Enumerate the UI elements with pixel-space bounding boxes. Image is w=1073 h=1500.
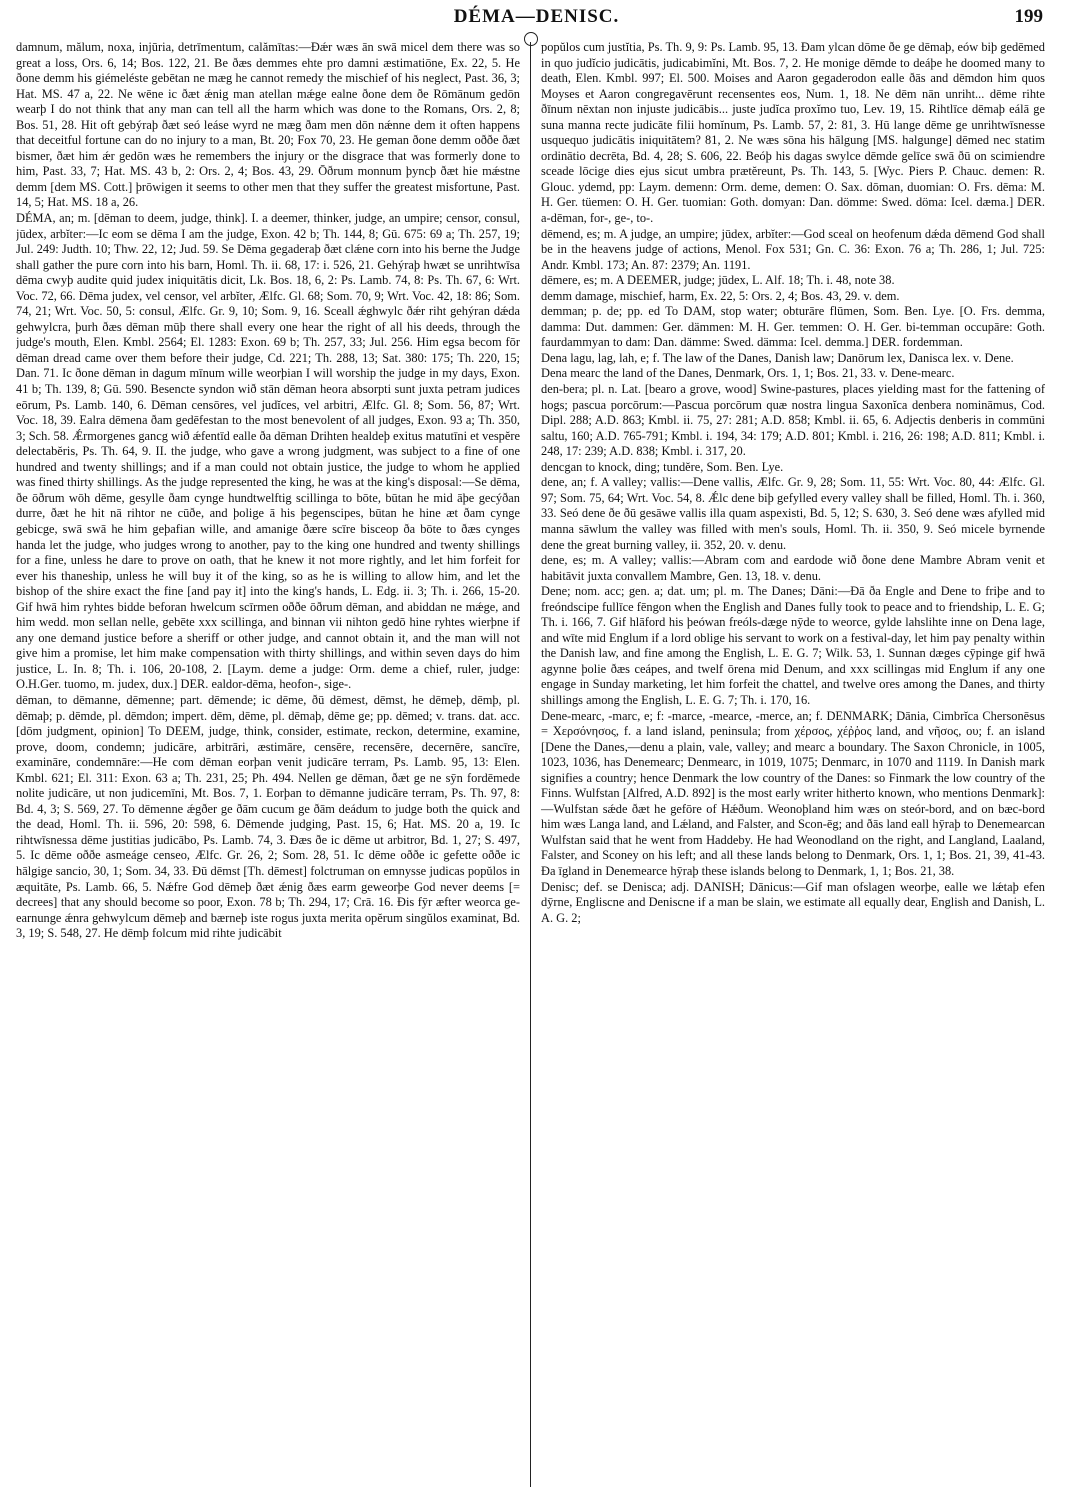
- entry-dem-continued: damnum, mălum, noxa, injūria, detrīmentum, calămītas:—Ðǽr wæs ān swā micel dem there was so great a loss, Ors. 6, 14; Bos. 122, 21. Be ðæs demmes ehte pro damni æstimatiōne, Ex. 22, 5. He ðone demm his giémeléste gebētan ne mæg he cannot remedy the mischief of his neglect, Past. 36, 3; Hat. MS. 47 a, 22. Ne wēne ic ðæt ǽnig man atellan mǽge ealne ðone dem ðe Rōmānum gedōn wearþ I do not think that any man can tell all the harm which was done to the Romans, Ors. 2, 8; Bos. 51, 28. Hit oft gebýraþ ðæt seó leáse wyrd ne mæg ðam men dōn nǽnne dem it often happens that deceitful fortune can do no injury to a man, Bt. 20; Fox 70, 23. He geman ðone demm oððe ðæt bismer, ðæt him ǽr gedōn wæs he remembers the injury or the disgrace that was formerly done to him, Past. 33, 7; Hat. MS. 43 b, 2: Ors. 2, 4; Bos. 43, 29. Ōðrum monnum þyncþ ðæt hie mǽstne demm [dem MS. Cott.] þrōwigen it seems to other men that they suffer the greatest misfortune, Past. 14, 5; Hat. MS. 18 a, 26.: [16, 40, 520, 210]
- left-column: [16, 40, 520, 1490]
- column-divider: [530, 42, 531, 1487]
- entry-demm: demm damage, mischief, harm, Ex. 22, 5: Ors. 2, 4; Bos. 43, 29. v. dem.: [541, 288, 900, 303]
- column-divider-ornament: [524, 32, 538, 46]
- entry-dene-an: dene, an; f. A valley; vallis:—Dene vallis, Ælfc. Gr. 9, 28; Som. 11, 55: Wrt. Voc. 80, 44: Ælfc. Gl. 97; Som. 75, 64; Wrt. Voc. 54, 8. Ǽlc dene biþ gefylled every valley shall be filled, Homl. Th. i. 360, 33. Seó dene ðe ðū gesāwe vallis illa quam aspexisti, Bd. 5, 12; S. 630, 3. Seó dene wæs afylled mid manna sāwlum the valley was filled with men's souls, Homl. Th. ii. 350, 9. Seó micele byrnende dene the great burning valley, ii. 352, 20. v. denu.: [541, 475, 1045, 552]
- running-title: DÉMA—DENISC.: [453, 6, 620, 27]
- page-header: [0, 6, 1073, 34]
- entry-dencgan: dencgan to knock, ding; tundĕre, Som. Ben. Lye.: [541, 459, 784, 474]
- right-column: [541, 40, 1045, 1490]
- entry-dena-lagu: Dena lagu, lag, lah, e; f. The law of the Danes, Danish law; Danōrum lex, Danisca lex. v. Dene.: [541, 350, 1014, 365]
- entry-denisc: Denisc; def. se Denisca; adj. DANISH; Dānicus:—Gif man ofslagen weorþe, ealle we lǽtaþ efen dȳrne, Engliscne and Deniscne if a man be slain, we estimate all equally dear, English and Danish, L. A. G. 2;: [541, 879, 1045, 925]
- entry-demman: demman; p. de; pp. ed To DAM, stop water; obturāre flūmen, Som. Ben. Lye. [O. Frs. demma, damma: Dut. dammen: Ger. dämmen: M. H. Ger. temmen: O. H. Ger. bi-temman occupāre: Goth. faurdammyan to dam: Dan. dämme: Swed. dämma: Icel. demma.] DER. fordemman.: [541, 304, 1045, 350]
- entry-deman-continued: popŭlos cum justĭtia, Ps. Th. 9, 9: Ps. Lamb. 95, 13. Ðam ylcan dōme ðe ge dēmaþ, eów biþ gedēmed in quo judĭcio judicātis, judicabimĭni, Mt. Bos. 7, 2. He monige dēmde to deáþe he doomed many to death, Elen. Kmbl. 997; El. 500. Moises and Aaron gegaderodon ealle ðās and dēmdon him quos Moyses et Aaron congregavērunt recensentes eos, Num. 1, 18. Ne dēm nān unriht... dēme rihte ðīnum nēxtan non injuste judicābis... juste judĭca proxĭmo tuo, Lev. 19, 15. Rihtlīce dēmaþ eálā ge suna manna recte judicāte filii homĭnum, Ps. Lamb. 57, 2: 81, 3. Hū lange dēme ge unrihtwīsnesse usquequo judicātis iniquitātem? 81, 2. Ne wæs sōna his hālgung [MS. halgunge] dēmed nec statim ordinātio decrēta, Bd. 4, 28; S. 606, 22. Beóþ his dagas swylce dēmde gelīce swā ðū on scimiendre sceade lōcige dies ejus sicut umbra prætĕreunt, Ps. Th. 143, 5. [Wyc. Piers P. Chauc. demen: R. Glouc. ydemd, pp: Laym. demenn: Orm. deme, demen: O. Sax. dōman, duomian: O. Frs. dēma: M. H. Ger. tüemen: O. H. Ger. tuomian: Goth. domyan: Dan. dömme: Swed. döma: Icel. dæma.] DER. a-dēman, for-, ge-, to-.: [541, 40, 1045, 226]
- entry-dena-mearc: Dena mearc the land of the Danes, Denmark, Ors. 1, 1; Bos. 21, 33. v. Dene-mearc.: [541, 366, 955, 381]
- entry-deman: dēman, to dēmanne, dēmenne; part. dēmende; ic dēme, ðū dēmest, dēmst, he dēmeþ, dēmþ, pl. dēmaþ; p. dēmde, pl. dēmdon; impert. dēm, dēme, pl. dēmaþ, dēme ge; pp. dēmed; v. trans. dat. acc. [dōm judgment, opinion] To DEEM, judge, think, consider, estimate, reckon, determine, examine, prove, doom, condemn; judicāre, arbitrāri, æstimāre, censēre, recensēre, decernēre, sancīre, examināre, condemnāre:—He com dēman eorþan venit judicāre terram, Ps. Lamb. 95, 13: Elen. Kmbl. 621; El. 311: Exon. 63 a; Th. 231, 25; Ph. 494. Nellen ge dēman, ðæt ge ne sȳn fordēmede nolite judicāre, ut non judicemīni, Mt. Bos. 7, 1. Eorþan to dēmanne judicāre terram, Ps. Th. 97, 8: Bd. 4, 3; S. 569, 27. To dēmenne ǽgðer ge ðām cucum ge ðām deádum to judge both the quick and the dead, Homl. Th. ii. 596, 20: 598, 6. Dēmende judging, Past. 15, 6; Hat. MS. 20 a, 19. Ic rihtwīsnessa dēme justitias judicābo, Ps. Lamb. 74, 3. Ðæs ðe ic dēme ut arbitror, Bd. 1, 27; S. 497, 5. Ic dēme oððe asmeáge censeo, Ælfc. Gr. 26, 2; Som. 28, 51. Ic dēme oððe ic gefette oððe ic hālgige sancio, 30, 1; Som. 34, 33. Ðū dēmst [Th. dēmest] folctruman on emnysse judicas popŭlos in æquitāte, Ps. Lamb. 66, 5. Nǽfre God dēmeþ ðæt ǽnig ðæs earm geweorþe God never deems [= decrees] that any should become so poor, Exon. 78 b; Th. 294, 17; Crā. 16. Ðis fȳr æfter weorca ge-earnunge ǽnra gehwylcum dēmeþ and bærneþ iste rogus juxta merita opĕrum singŭlos examinat, Bd. 3, 19; S. 548, 27. He dēmþ folcum mid rihte judicābit: [16, 692, 520, 941]
- entry-den-bera: den-bera; pl. n. Lat. [bearo a grove, wood] Swine-pastures, places yielding mast for the fattening of hogs; pascua porcōrum:—Pascua porcōrum quæ nostra lingua Saxonĭca denbera nomināmus, Cod. Dipl. 288; A.D. 863; Kmbl. ii. 75, 27: 281; A.D. 858; Kmbl. ii. 65, 6. Adjectis denberis in commūni saltu, 160; A.D. 765-791; Kmbl. i. 194, 34: 179; A.D. 801; Kmbl. i. 216, 26: 198; A.D. 811; Kmbl. i. 248, 17: 239; A.D. 838; Kmbl. i. 317, 20.: [541, 382, 1045, 459]
- entry-dene-mearc: Dene-mearc, -marc, e; f: -marce, -mearce, -merce, an; f. DENMARK; Dānia, Cimbrĭca Chersonēsus = Χερσόνησος, f. a land island, peninsula; from χέρσος, χέῤῥος land, and νῆσος, ου; f. an island [Dene the Danes,—denu a plain, vale, valley; and mearc a boundary. The Saxon Chronicle, in 1005, 1023, 1036, has Denemearc; Denmearc, in 1019, 1075; Denmarc, in 1070 and 1119. In Danish mark signifies a country; hence Denmark the low country of the Danes: so Finmark the low country of the Finns. Wulfstan [Alfred, A.D. 892] is the most early writer hitherto known, who mentions Denmark]:—Wulfstan sǽde ðæt he gefōre of Hǽðum. Weonoþland him wæs on steór-bord, and on bæc-bord him wæs Langa land, and Lǽland, and Falster, and Scon-ēg; and ðās land eall hȳraþ to Denemearcan Wulfstan said that he went from Haddeby. He had Weonodland on the right, and Langland, Laaland, Falster, and Sconey on his left; and all these lands belong to Denmark, Ors. 1, 1; Bos. 21, 39, 41-43. Ða īgland in Denemearce hȳraþ these islands belong to Denmark, 1, 1; Bos. 21, 38.: [541, 708, 1045, 878]
- entry-demere: dēmere, es; m. A DEEMER, judge; jūdex, L. Alf. 18; Th. i. 48, note 38.: [541, 273, 895, 288]
- page-number: 199: [1014, 6, 1043, 27]
- entry-dema: DÉMA, an; m. [dēman to deem, judge, think]. I. a deemer, thinker, judge, an umpire; censor, consul, jūdex, arbĭter:—Ic eom se dēma I am the judge, Exon. 42 b; Th. 144, 8; Gū. 675: 69 a; Th. 257, 19; Jul. 249: Judth. 10; Thw. 22, 12; Jud. 59. Se Dēma gegaderaþ ðæt clǽne corn into his berne the Judge shall gather the pure corn into his barn, Homl. Th. ii. 68, 17: i. 526, 21. Gehýraþ hwæt se unrihtwīsa dēma cwyþ audite quid judex iniquitātis dicit, Lk. Bos. 18, 6, 2: Ps. Lamb. 74, 8: Ps. Th. 67, 6: Wrt. Voc. 72, 66. Dēma judex, vel censor, vel arbĭter, Ælfc. Gl. 68; Som. 70, 9; Wrt. Voc. 42, 18: 86; Som. 74, 21; Wrt. Voc. 50, 5: consul, Ælfc. Gr. 9, 10; Som. 9, 16. Sceall ǽghwylc ðǽr riht gehýran dǽda gehwylcra, þurh ðæs dēman mūþ there shall every one hear the right of all his deeds, through the judge's mouth, Elen. Kmbl. 2564; El. 1283: Exon. 69 b; Th. 257, 33; Jul. 256. Him egsa becom fōr dēman dread came over them before their judge, Cd. 221; Th. 288, 13; Sat. 380: 175; Th. 220, 15; Dan. 71. Ic ðone dēman in dagum mīnum wille weorþian I will worship the judge in my days, Exon. 41 b; Th. 139, 8; Gū. 590. Besencte syndon wið stān dēman heora absorpti sunt juxta petram judices eōrum, Ps. Lamb. 140, 6. Dēman censōres, vel judĭces, vel arbitri, Ælfc. Gl. 8; Som. 56, 87; Wrt. Voc. 18, 39. Ealra dēmena ðam gedēfestan to the most benevolent of all judges, Exon. 93 a; Th. 350, 3; Sch. 58. Ǽrmorgenes gancg wið ǽfentīd ealle ða dēman Drihten healdeþ exitus matutīni et vespĕre delectabĕris, Ps. Th. 64, 9. II. the judge, who gave a wrong judgment, was subject to a fine of one hundred and twenty shillings; and if a man could not obtain justice, the judge to whom he applied was fined thirty shillings. As the judge represented the king, he was at the king's disposal:—Se dēma, ðe ōðrum wōh dēme, gesylle ðam cynge hundtwelftig scillinga to bōte, būtan he mid āþe gecýðan durre, ðæt he hit nā rihtor ne cūðe, and þolige ā his þegenscipes, būtan he hine æt ðam cynge gebicge, swā swā he him geþafian wille, and amanige ðære scīre bisceop ða bōte to ðæs cynges handa let the judge, who judges wrong to another, pay to the king one hundred and twenty shillings for a fine, unless he dare to prove on oath, that he knew it not more rightly, and let him forfeit for ever his thaneship, unless he will buy it of the king, so as he is willing to allow him, and let the bishop of the shire exact the fine [and pay it] into the king's hands, L. Edg. ii. 3; Th. i. 266, 15-20. Gif hwā him ryhtes bidde beforan hwelcum scīrmen oððe ōðrum dēman, and abiddan ne mǽge, and him wedd. mon sellan nelle, gebēte xxx scillinga, and binnan vii nihton gedō hine ryhtes wierþne if any one demand justice before a sheriff or other judge, and cannot obtain it, and the man will not give him a promise, let him make compensation with thirty shillings, and within seven days do him justice, L. In. 8; Th. i. 106, 20-108, 2. [Laym. deme a judge: Orm. deme a chief, ruler, judge: O.H.Ger. tuomo, m. judex, dux.] DER. ealdor-dēma, heofon-, sige-.: [16, 211, 520, 692]
- entry-dene-danes: Dene; nom. acc; gen. a; dat. um; pl. m. The Danes; Dāni:—Ðā ða Engle and Dene to friþe and to freóndscipe fullīce fēngon when the English and Danes fully took to peace and to friendship, L. E. G; Th. i. 166, 7. Gif hlāford his þeówan freóls-dæge nȳde to weorce, gylde lahslihte inne on Dena lage, and wīte mid Englum if a lord oblige his servant to work on a festival-day, let him pay penalty within the Danish law, and fine among the English, L. E. G. 7; Wilk. 53, 1. Sunnan dæges cȳpinge gif hwā agynne þolie ðæs ceápes, and twelf ōrena mid Denum, and xxx scillingas mid Englum if any one engage in Sunday marketing, let him forfeit the chattel, and twelve ores among the Danes, and thirty shillings among the English, L. E. G. 7; Th. i. 170, 16.: [541, 584, 1045, 707]
- entry-dene-es: dene, es; m. A valley; vallis:—Abram com and eardode wið ðone dene Mambre Abram venit et habitāvit juxta convallem Mambre, Gen. 13, 18. v. denu.: [541, 553, 1045, 583]
- entry-demend: dēmend, es; m. A judge, an umpire; jūdex, arbĭter:—God sceal on heofenum dǽda dēmend God shall be in the heavens judge of actions, Menol. Fox 531; Gn. C. 36: Exon. 76 a; Th. 286, 1; Jul. 725: Andr. Kmbl. 173; An. 87: 2379; An. 1191.: [541, 226, 1045, 272]
